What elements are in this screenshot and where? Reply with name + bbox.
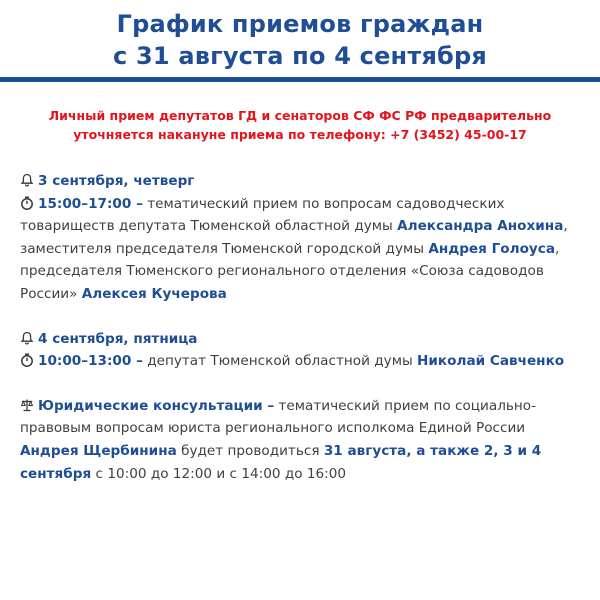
- day-2-name-1: Николай Савченко: [417, 353, 565, 370]
- day-1-time: 15:00–17:00 –: [38, 195, 143, 212]
- legal-heading: Юридические консультации –: [38, 397, 275, 414]
- day-2-text-1: депутат Тюменской областной думы: [142, 353, 418, 370]
- page-header: [0, 0, 600, 76]
- page-title-line-2: с 31 августа по 4 сентября: [112, 42, 488, 70]
- day-2-time: 10:00–13:00 –: [38, 353, 143, 370]
- legal-text-3: с 10:00 до 12:00 и с 14:00 до 16:00: [91, 465, 347, 482]
- day-2-entry: [20, 350, 585, 373]
- schedule-content: [20, 170, 585, 485]
- timer-icon: [20, 353, 34, 367]
- phone-notice-line-1: Личный прием депутатов ГД и сенаторов СФ ФС РФ предварительно: [48, 108, 552, 123]
- bell-icon: [20, 173, 34, 187]
- legal-text-1: тематический прием по социально-правовым вопросам юриста регионального исполкома Единой России: [20, 397, 537, 437]
- day-1-text-2: , заместителя председателя Тюменской городской думы: [20, 218, 568, 257]
- phone-notice: [10, 106, 590, 144]
- day-2-heading: [20, 328, 585, 351]
- day-1-text-3: , председателя Тюменского регионального отделения «Союза садоводов России»: [20, 240, 560, 302]
- legal-consultations: [20, 395, 585, 485]
- legal-name: Андрея Щербинина: [20, 442, 177, 459]
- bell-icon: [20, 331, 34, 345]
- day-1-date: 3 сентября, четверг: [38, 173, 195, 189]
- phone-notice-line-2: уточняется накануне приема по телефону: +7 (3452) 45-00-17: [73, 127, 527, 142]
- scales-icon: [20, 398, 34, 412]
- timer-icon: [20, 196, 34, 210]
- day-1-heading: [20, 170, 585, 193]
- day-2-date: 4 сентября, пятница: [38, 330, 198, 347]
- header-divider: [0, 77, 600, 82]
- day-1-name-1: Александра Анохина: [397, 218, 564, 235]
- day-1-entry: [20, 193, 585, 306]
- page-title-line-1: График приемов граждан: [116, 10, 484, 38]
- day-1-name-3: Алексея Кучерова: [81, 285, 227, 302]
- day-1-text-1: тематический прием по вопросам садоводческих товариществ депутата Тюменской областной думы: [20, 195, 505, 235]
- day-1-name-2: Андрея Голоуса: [428, 240, 556, 257]
- legal-text-2: будет проводиться: [176, 442, 324, 459]
- legal-dates: 31 августа, а также 2, 3 и 4 сентября: [20, 442, 542, 482]
